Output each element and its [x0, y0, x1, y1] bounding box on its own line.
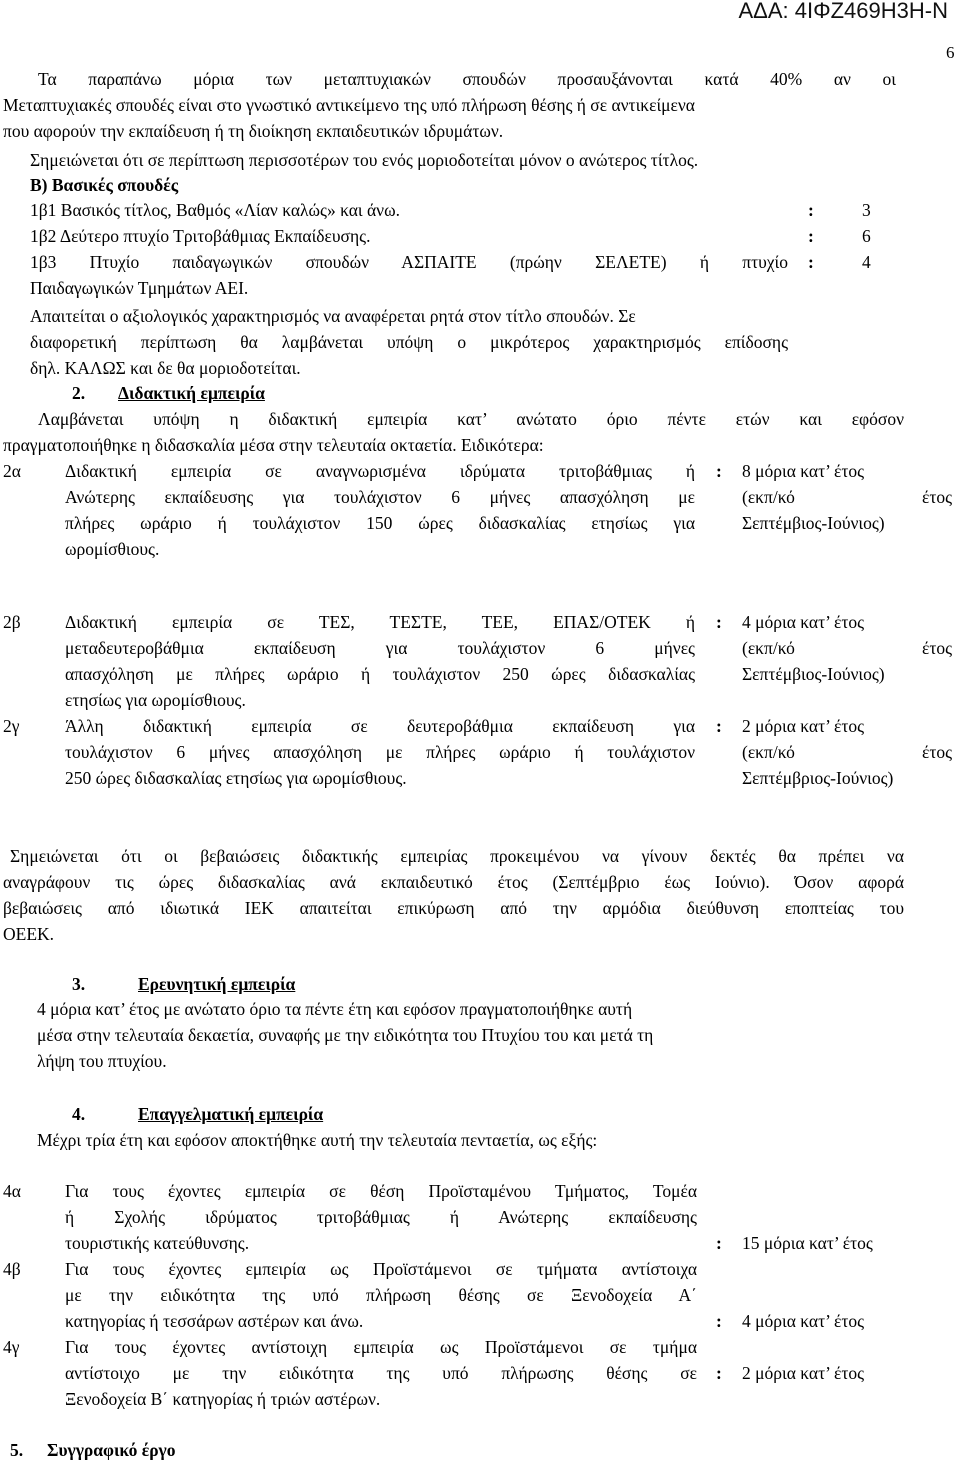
teaching-item-2b-period-c: Σεπτέμβιος-Ιούνιος): [742, 664, 885, 684]
teaching-item-2b-line-4: ετησίως για ωρομίσθιους.: [65, 690, 246, 710]
teaching-item-2a-line-1: Διδακτική εμπειρία σε αναγνωρισμένα ιδρύματα τριτοβάθμιας ή: [65, 461, 695, 481]
teaching-item-2c-points: 2 μόρια κατ’ έτος: [742, 716, 865, 736]
teaching-intro-line-1: Λαμβάνεται υπόψη η διδακτική εμπειρία κατ’ ανώτατο όριο πέντε ετών και εφόσον: [38, 409, 904, 429]
teaching-item-2b-code: 2β: [3, 612, 21, 632]
teaching-note-line-4: ΟΕΕΚ.: [3, 924, 55, 944]
teaching-item-2a-period-a: (εκπ/κό: [742, 487, 795, 507]
professional-item-4b-colon: :: [716, 1311, 722, 1331]
professional-item-4c-points: 2 μόρια κατ’ έτος: [742, 1363, 865, 1383]
professional-item-4c-colon: :: [716, 1363, 722, 1383]
teaching-item-2b-line-1: Διδακτική εμπειρία σε ΤΕΣ, ΤΕΣΤΕ, ΤΕΕ, ΕΠΑΣ/ΟΤΕΚ ή: [65, 612, 695, 632]
research-heading: Ερευνητική εμπειρία: [138, 974, 296, 994]
professional-number: 4.: [72, 1104, 86, 1124]
professional-item-4c-line-3: Ξενοδοχεία Β΄ κατηγορίας ή τριών αστέρων.: [65, 1389, 381, 1409]
professional-item-4b-points: 4 μόρια κατ’ έτος: [742, 1311, 865, 1331]
teaching-item-2c-code: 2γ: [3, 716, 20, 736]
teaching-note-line-2: αναγράφουν τις ώρες διδασκαλίας ανά εκπαιδευτικό έτος (Σεπτέμβριο έως Ιούνιο). Όσον αφορά: [3, 872, 904, 892]
intro-line-2: Μεταπτυχιακές σπουδές είναι στο γνωστικό αντικείμενο της υπό πλήρωση θέσης ή σε αντικείμενα: [3, 95, 695, 115]
professional-item-4b-line-1: Για τους έχοντες εμπειρία ως Προϊστάμενοι σε τμήματα αντίστοιχα: [65, 1259, 697, 1279]
teaching-item-2b-line-3: απασχόληση με πλήρες ωράριο ή τουλάχιστον 250 ώρες διδασκαλίας: [65, 664, 695, 684]
teaching-item-2a-line-2: Ανώτερης εκπαίδευσης για τουλάχιστον 6 μήνες απασχόληση με: [65, 487, 695, 507]
basic-heading: Β) Βασικές σπουδές: [30, 175, 179, 195]
teaching-item-2a-period-c: Σεπτέμβιος-Ιούνιος): [742, 513, 885, 533]
professional-item-4a-colon: :: [716, 1233, 722, 1253]
teaching-item-2c-line-1: Άλλη διδακτική εμπειρία σε δευτεροβάθμια εκπαίδευση για: [65, 716, 695, 736]
basic-item-2-value: 6: [862, 226, 871, 246]
basic-note-line-2: διαφορετική περίπτωση θα λαμβάνεται υπόψη ο μικρότερος χαρακτηρισμός επίδοσης: [30, 332, 788, 352]
teaching-item-2b-line-2: μεταδευτεροβάθμια εκπαίδευση για τουλάχιστον 6 μήνες: [65, 638, 695, 658]
teaching-item-2a-line-4: ωρομίσθιους.: [65, 539, 160, 559]
basic-item-1-colon: :: [808, 200, 814, 220]
teaching-item-2a-points: 8 μόρια κατ’ έτος: [742, 461, 865, 481]
teaching-item-2b-colon: :: [716, 612, 722, 632]
teaching-item-2c-colon: :: [716, 716, 722, 736]
basic-note-line-3: δηλ. ΚΑΛΩΣ και δε θα μοριοδοτείται.: [30, 358, 301, 378]
teaching-item-2a-colon: :: [716, 461, 722, 481]
professional-item-4b-line-3: κατηγορίας ή τεσσάρων αστέρων και άνω.: [65, 1311, 364, 1331]
teaching-note-line-1: Σημειώνεται ότι οι βεβαιώσεις διδακτικής εμπειρίας προκειμένου να γίνουν δεκτές θα πρέπει να: [10, 846, 904, 866]
teaching-note-line-3: βεβαιώσεις από ιδιωτικά ΙΕΚ απαιτείται επικύρωση από την αρμόδια διεύθυνση εποπτείας του: [3, 898, 904, 918]
teaching-intro-line-2: πραγματοποιήθηκε η διδασκαλία μέσα στην τελευταία οκταετία. Ειδικότερα:: [3, 435, 544, 455]
teaching-item-2c-period-c: Σεπτέμβριος-Ιούνιος): [742, 768, 894, 788]
teaching-item-2c-line-2: τουλάχιστον 6 μήνες απασχόληση με πλήρες ωράριο ή τουλάχιστον: [65, 742, 695, 762]
teaching-item-2c-period-a: (εκπ/κό: [742, 742, 795, 762]
intro-line-1: Τα παραπάνω μόρια των μεταπτυχιακών σπουδών προσαυξάνονται κατά 40% αν οι: [38, 69, 896, 89]
teaching-item-2b-points: 4 μόρια κατ’ έτος: [742, 612, 865, 632]
research-line-2: μέσα στην τελευταία δεκαετία, συναφής με την ειδικότητα του Πτυχίου του και μετά τη: [37, 1025, 654, 1045]
teaching-item-2b-period-b: έτος: [922, 638, 953, 658]
basic-item-3-text-line-1: 1β3 Πτυχίο παιδαγωγικών σπουδών ΑΣΠΑΙΤΕ (πρώην ΣΕΛΕΤΕ) ή πτυχίο: [30, 252, 788, 272]
professional-item-4a-code: 4α: [3, 1181, 21, 1201]
professional-item-4c-code: 4γ: [3, 1337, 20, 1357]
professional-heading: Επαγγελματική εμπειρία: [138, 1104, 324, 1124]
intro-note: Σημειώνεται ότι σε περίπτωση περισσοτέρων του ενός μοριοδοτείται μόνον ο ανώτερος τίτλος.: [30, 150, 699, 170]
professional-item-4b-line-2: με την ειδικότητα της υπό πλήρωση θέσης σε Ξενοδοχεία Α΄: [65, 1285, 697, 1305]
professional-item-4a-line-1: Για τους έχοντες εμπειρία σε θέση Προϊσταμένου Τμήματος, Τομέα: [65, 1181, 697, 1201]
teaching-item-2a-period-b: έτος: [922, 487, 953, 507]
ada-code: ΑΔΑ: 4ΙΦΖ469Η3Η-Ν: [738, 0, 948, 23]
professional-item-4a-line-2: ή Σχολής ιδρύματος τριτοβάθμιας ή Ανώτερης εκπαίδευσης: [65, 1207, 697, 1227]
professional-item-4b-code: 4β: [3, 1259, 21, 1279]
teaching-item-2a-code: 2α: [3, 461, 21, 481]
intro-line-3: που αφορούν την εκπαίδευση ή τη διοίκηση εκπαιδευτικών ιδρυμάτων.: [3, 121, 504, 141]
teaching-item-2b-period-a: (εκπ/κό: [742, 638, 795, 658]
writing-number: 5.: [10, 1440, 24, 1460]
professional-item-4a-line-3: τουριστικής κατεύθυνσης.: [65, 1233, 250, 1253]
research-line-3: λήψη του πτυχίου.: [37, 1051, 167, 1071]
basic-item-3-colon: :: [808, 252, 814, 272]
basic-item-1-value: 3: [862, 200, 871, 220]
professional-item-4c-line-2: αντίστοιχο με την ειδικότητα της υπό πλήρωσης θέσης σε: [65, 1363, 697, 1383]
basic-item-1-text: 1β1 Βασικός τίτλος, Βαθμός «Λίαν καλώς» και άνω.: [30, 200, 400, 220]
professional-item-4a-points: 15 μόρια κατ’ έτος: [742, 1233, 873, 1253]
research-line-1: 4 μόρια κατ’ έτος με ανώτατο όριο τα πέντε έτη και εφόσον πραγματοποιήθηκε αυτή: [37, 999, 633, 1019]
teaching-number: 2.: [72, 383, 86, 403]
basic-item-3-text-line-2: Παιδαγωγικών Τμημάτων ΑΕΙ.: [30, 278, 249, 298]
basic-item-2-text: 1β2 Δεύτερο πτυχίο Τριτοβάθμιας Εκπαίδευσης.: [30, 226, 371, 246]
teaching-heading: Διδακτική εμπειρία: [118, 383, 265, 403]
research-number: 3.: [72, 974, 86, 994]
teaching-item-2a-line-3: πλήρες ωράριο ή τουλάχιστον 150 ώρες διδασκαλίας ετησίως για: [65, 513, 695, 533]
teaching-item-2c-period-b: έτος: [922, 742, 953, 762]
basic-note-line-1: Απαιτείται ο αξιολογικός χαρακτηρισμός να αναφέρεται ρητά στον τίτλο σπουδών. Σε: [30, 306, 636, 326]
page-number: 6: [946, 43, 955, 62]
basic-item-2-colon: :: [808, 226, 814, 246]
professional-item-4c-line-1: Για τους έχοντες αντίστοιχη εμπειρία ως Προϊστάμενοι σε τμήμα: [65, 1337, 697, 1357]
professional-intro: Μέχρι τρία έτη και εφόσον αποκτήθηκε αυτή την τελευταία πενταετία, ως εξής:: [37, 1130, 598, 1150]
basic-item-3-value: 4: [862, 252, 871, 272]
writing-heading: Συγγραφικό έργο: [47, 1440, 176, 1460]
teaching-item-2c-line-3: 250 ώρες διδασκαλίας ετησίως για ωρομίσθιους.: [65, 768, 407, 788]
